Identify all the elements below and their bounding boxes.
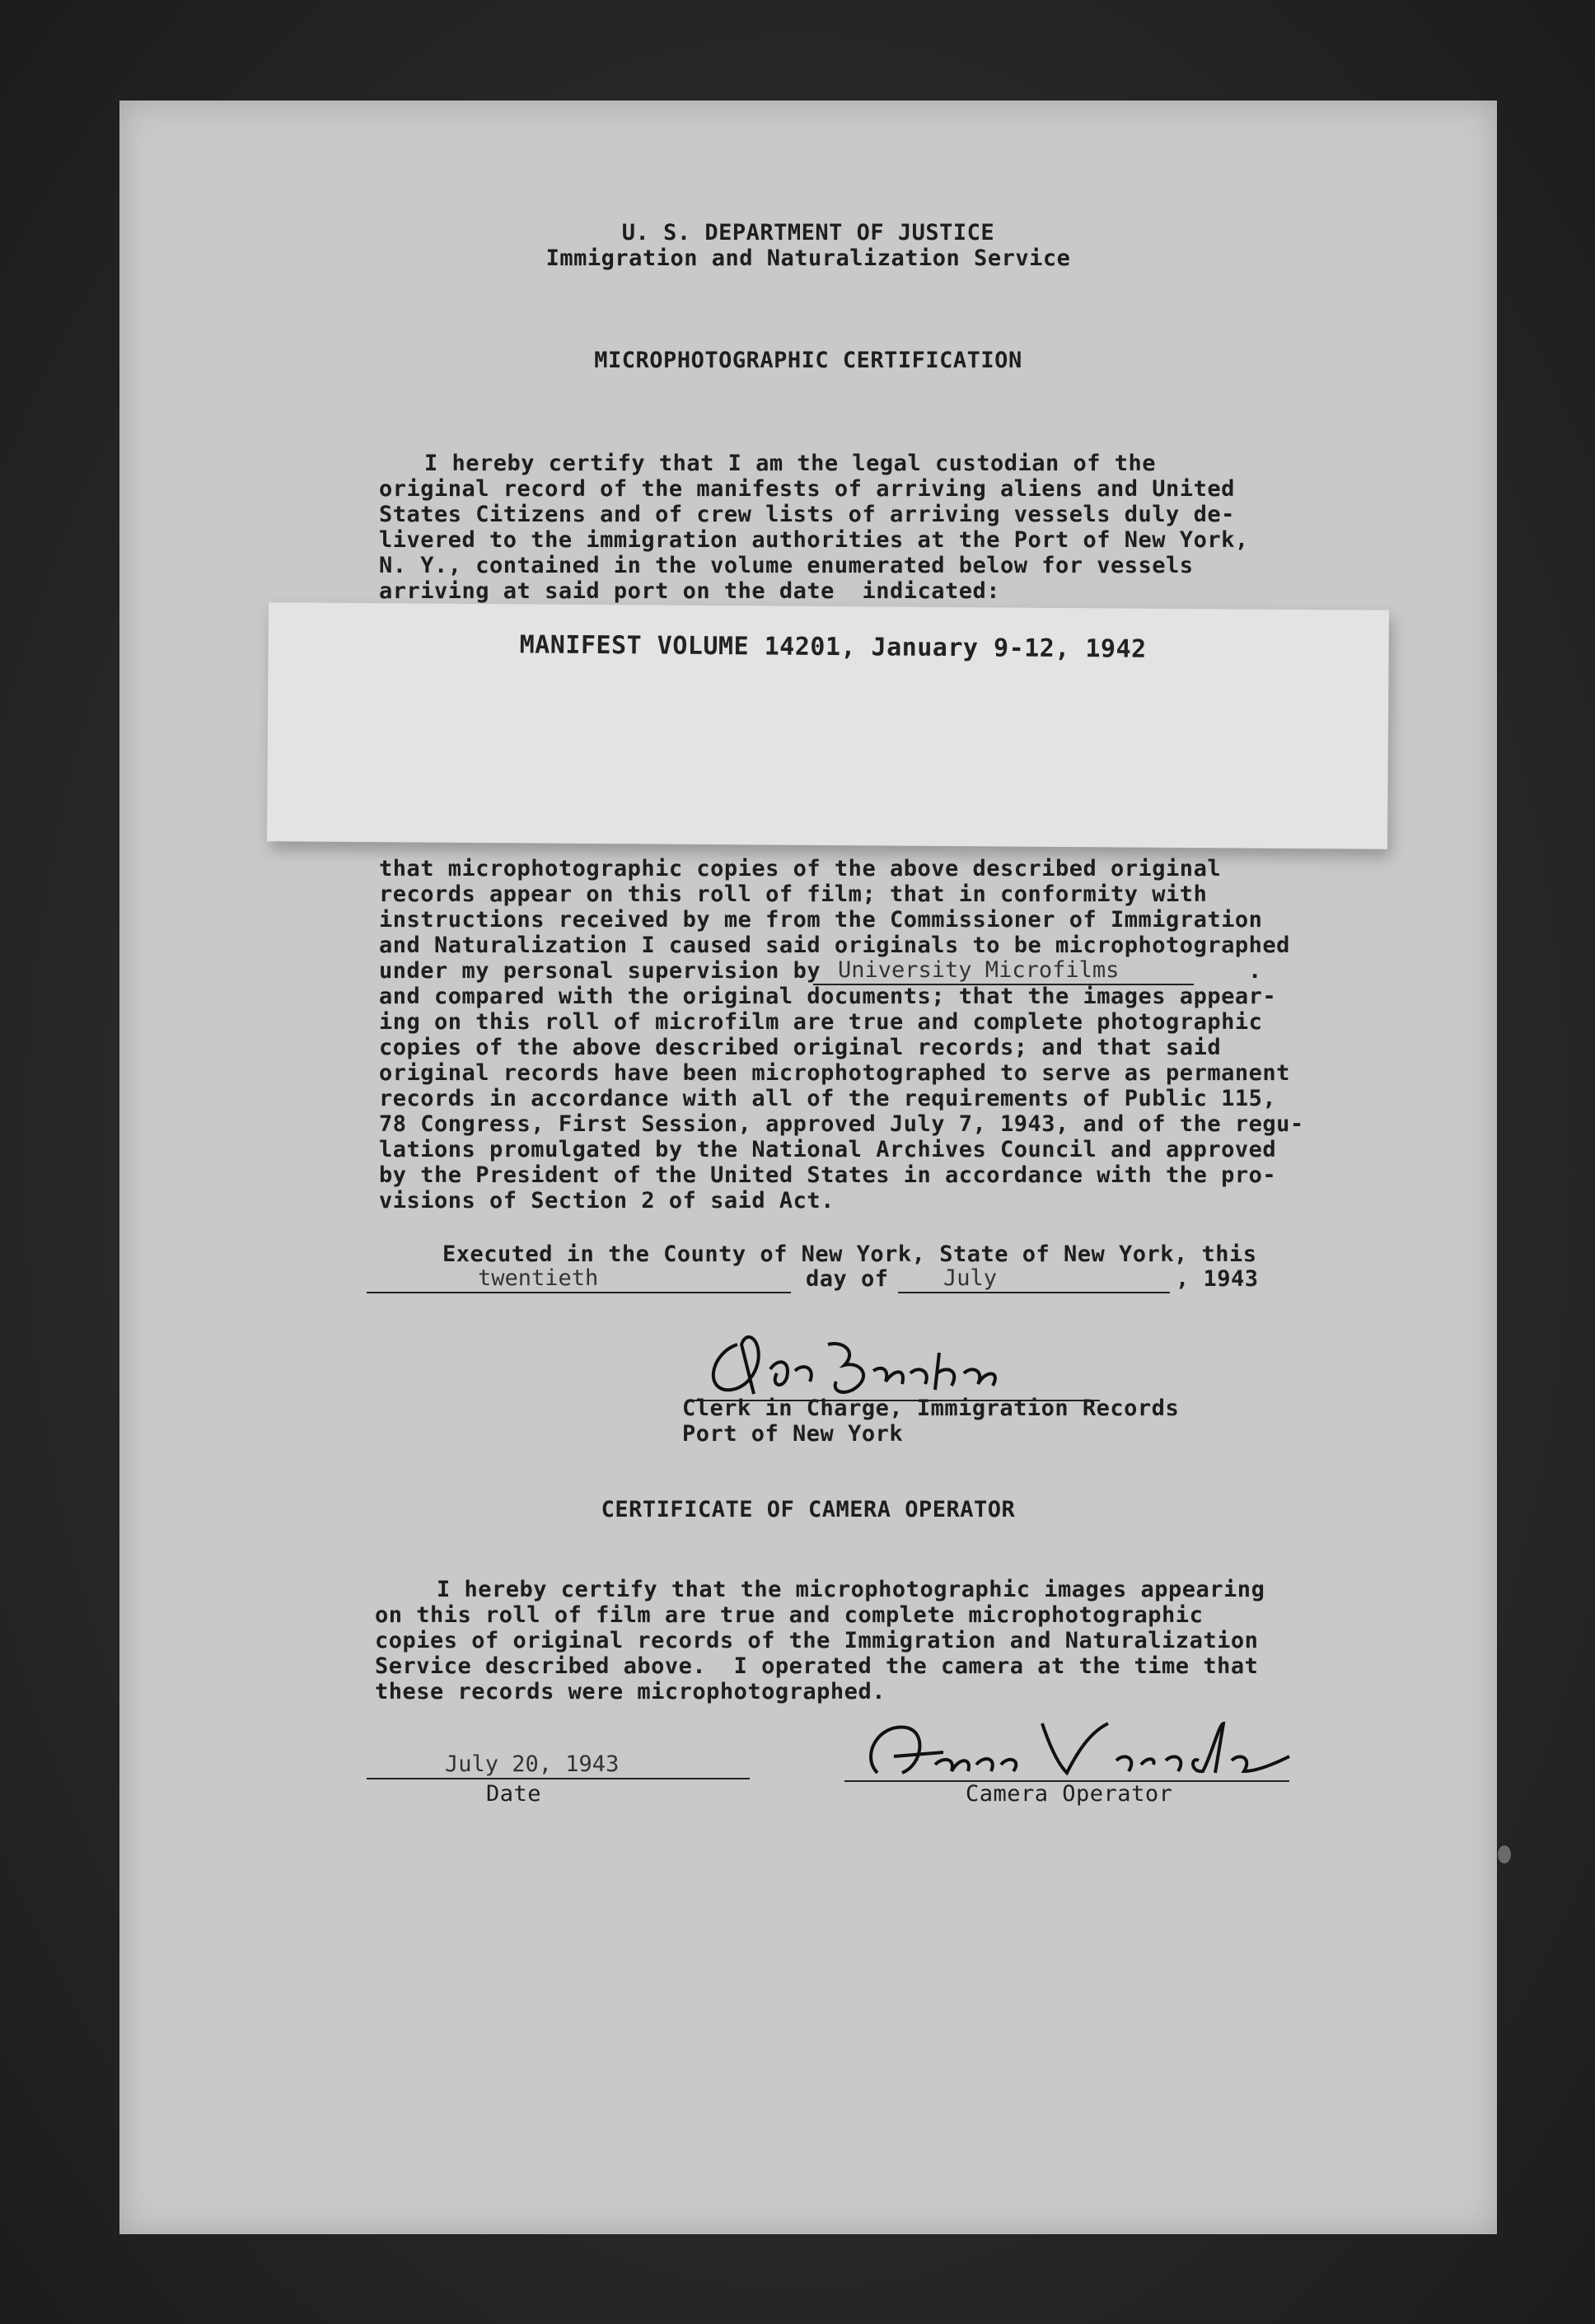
intro-line: arriving at said port on the date indicated:: [379, 578, 1000, 604]
body-line: under my personal supervision by: [379, 958, 821, 984]
intro-line: N. Y., contained in the volume enumerated below for vessels: [379, 553, 1194, 578]
document-body: [119, 101, 1497, 2234]
month-fillin: [898, 1264, 1170, 1293]
department-heading: U. S. DEPARTMENT OF JUSTICE: [621, 220, 995, 245]
certification-date: July 20, 1943: [445, 1751, 620, 1777]
body-line: original records have been microphotographed to serve as permanent: [379, 1060, 1290, 1086]
service-heading: Immigration and Naturalization Service: [545, 245, 1071, 271]
camera-certificate-title: CERTIFICATE OF CAMERA OPERATOR: [601, 1497, 1016, 1522]
execution-month: July: [943, 1265, 998, 1291]
camera-line: Service described above. I operated the camera at the time that: [375, 1653, 1259, 1679]
execution-day: twentieth: [478, 1265, 599, 1291]
clerk-title: Clerk in Charge, Immigration Records: [682, 1396, 1180, 1421]
body-line: lations promulgated by the National Archives Council and approved: [379, 1137, 1277, 1162]
executed-line: Executed in the County of New York, State of New York, this: [442, 1241, 1257, 1267]
manifest-volume-label: MANIFEST VOLUME 14201, January 9-12, 1942: [519, 630, 1147, 664]
body-line: 78 Congress, First Session, approved July 7, 1943, and of the regu-: [379, 1111, 1304, 1137]
body-line: instructions received by me from the Commissioner of Immigration: [379, 907, 1263, 933]
camera-line: these records were microphotographed.: [375, 1679, 886, 1704]
body-line: records appear on this roll of film; that in conformity with: [379, 881, 1208, 907]
intro-line: livered to the immigration authorities at the Port of New York,: [379, 527, 1249, 553]
date-label: Date: [486, 1781, 542, 1807]
body-line: and Naturalization I caused said originals to be microphotographed: [379, 933, 1290, 958]
certification-title: MICROPHOTOGRAPHIC CERTIFICATION: [594, 348, 1022, 373]
day-fillin: [367, 1264, 791, 1293]
intro-line: original record of the manifests of arriving aliens and United: [379, 476, 1235, 502]
intro-line: States Citizens and of crew lists of arriving vessels duly de-: [379, 502, 1235, 527]
date-fillin: [367, 1750, 750, 1779]
film-hole-mark: [1498, 1845, 1511, 1863]
body-line: that microphotographic copies of the above described original: [379, 856, 1222, 881]
body-line: ing on this roll of microfilm are true and complete photographic: [379, 1009, 1263, 1035]
body-line: records in accordance with all of the requirements of Public 115,: [379, 1086, 1277, 1111]
supervisor-company: University Microfilms: [838, 957, 1120, 983]
camera-operator-signature: [844, 1707, 1306, 1789]
execution-year: , 1943: [1176, 1266, 1259, 1292]
body-line: by the President of the United States in accordance with the pro-: [379, 1162, 1277, 1188]
body-line: and compared with the original documents; that the images appear-: [379, 984, 1277, 1009]
camera-line: on this roll of film are true and complete microphotographic: [375, 1602, 1204, 1628]
supervisor-period: .: [1248, 958, 1262, 984]
supervisor-fillin: [813, 956, 1194, 985]
camera-line: I hereby certify that the microphotographic images appearing: [437, 1577, 1265, 1602]
body-line: copies of the above described original records; and that said: [379, 1035, 1222, 1060]
intro-line: I hereby certify that I am the legal custodian of the: [424, 451, 1157, 476]
camera-operator-label: Camera Operator: [966, 1781, 1173, 1807]
clerk-location: Port of New York: [682, 1421, 904, 1447]
day-of-label: day of: [806, 1266, 889, 1292]
camera-line: copies of original records of the Immigration and Naturalization: [375, 1628, 1259, 1653]
body-line: visions of Section 2 of said Act.: [379, 1188, 835, 1213]
